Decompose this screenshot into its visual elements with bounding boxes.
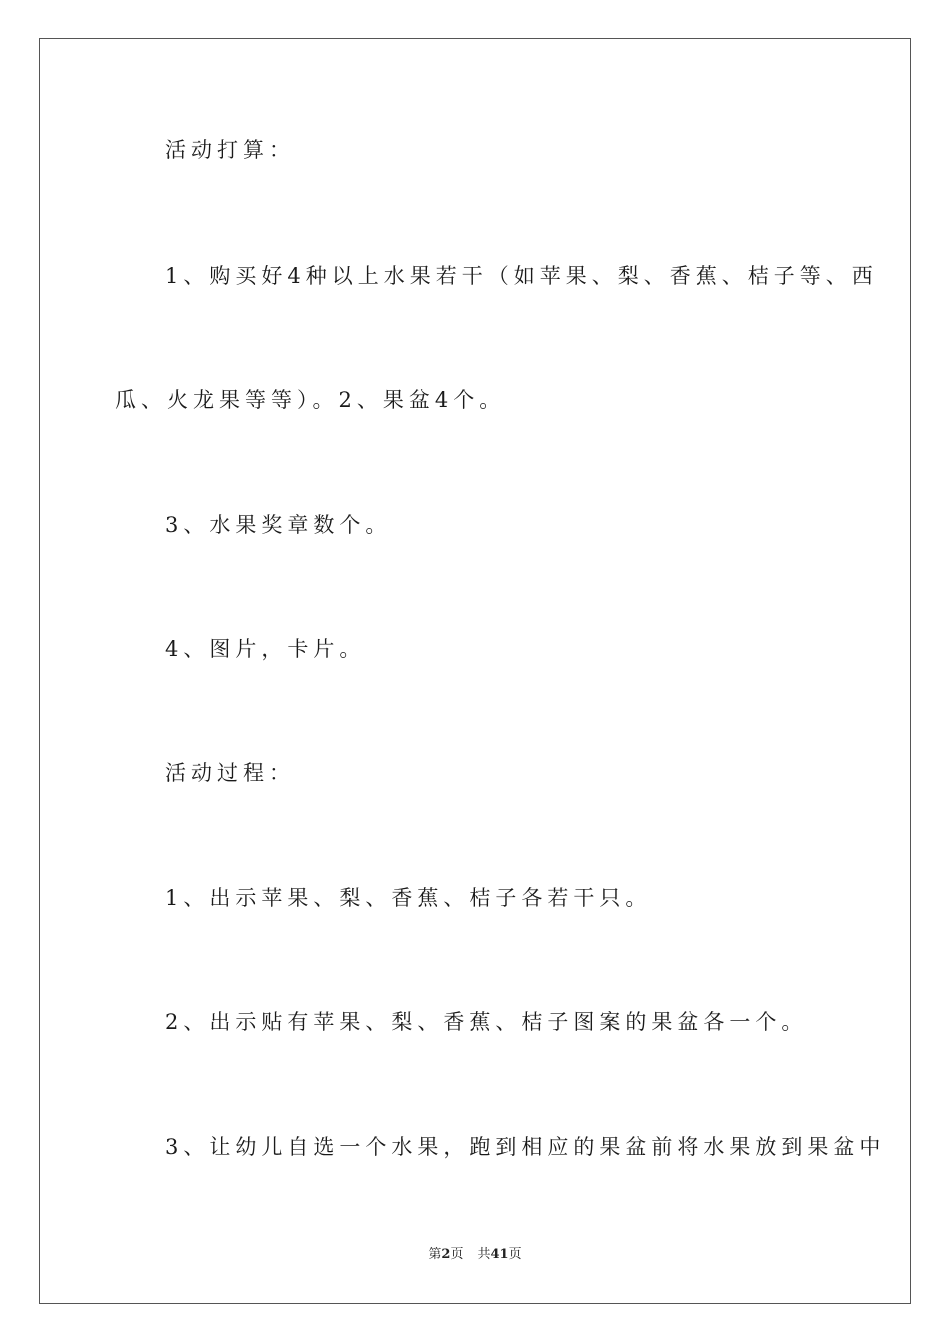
process-step-3: 3、让幼儿自选一个水果，跑到相应的果盆前将水果放到果盆中 <box>165 1135 886 1159</box>
page-number: 2 <box>441 1247 451 1262</box>
list-item-1-line-1: 1、购买好4种以上水果若干（如苹果、梨、香蕉、桔子等、西 <box>165 264 878 288</box>
heading-activity-process: 活动过程： <box>165 761 295 785</box>
page-frame <box>39 38 911 1304</box>
list-item-4: 4、图片，卡片。 <box>165 637 366 661</box>
heading-activity-preparation: 活动打算： <box>165 138 295 162</box>
total-pages: 41 <box>490 1247 509 1262</box>
total-prefix: 共 <box>477 1247 491 1262</box>
process-step-2: 2、出示贴有苹果、梨、香蕉、桔子图案的果盆各一个。 <box>165 1010 808 1034</box>
list-item-1-line-2: 瓜、火龙果等等）。2、果盆4个。 <box>115 388 506 412</box>
process-step-1: 1、出示苹果、梨、香蕉、桔子各若干只。 <box>165 886 652 910</box>
page-footer <box>0 1246 950 1264</box>
total-suffix: 页 <box>508 1247 522 1262</box>
page-suffix: 页 <box>450 1247 464 1262</box>
page-prefix: 第 <box>428 1247 442 1262</box>
list-item-3: 3、水果奖章数个。 <box>165 513 392 537</box>
